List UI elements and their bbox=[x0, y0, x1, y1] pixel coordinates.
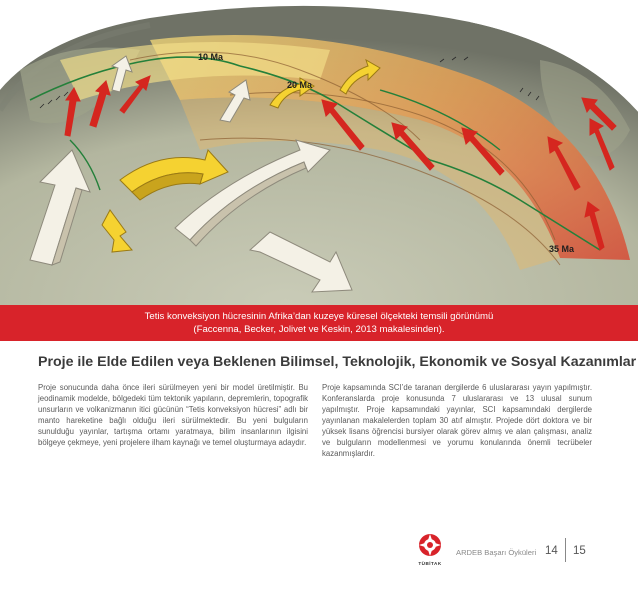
label-35-ma: 35 Ma bbox=[549, 244, 575, 254]
label-10-ma: 10 Ma bbox=[198, 52, 224, 62]
figure-caption bbox=[0, 305, 638, 341]
page-number-left: 14 bbox=[545, 545, 558, 557]
tubitak-logo-text: TÜBİTAK bbox=[418, 561, 442, 566]
page-number-divider bbox=[565, 538, 566, 562]
caption-line-1: Tetis konveksiyon hücresinin Afrika’dan kuzeye küresel ölçekteki temsili görünümü bbox=[144, 311, 494, 322]
section-title: Proje ile Elde Edilen veya Beklenen Bilimsel, Teknolojik, Ekonomik ve Sosyal Kazanımlar bbox=[38, 354, 637, 370]
label-20-ma: 20 Ma bbox=[287, 80, 313, 90]
footer-publication-title: ARDEB Başarı Öyküleri bbox=[456, 548, 537, 557]
body-text-left-column: Proje sonucunda daha önce ileri sürülmeyen yeni bir model üretilmiştir. Bu jeodinamik modelde, bölgedeki tüm tektonik yapıların, depremlerin, topografik unsurların ve volkanizmanın itici gücünün “Tetis konveksiyon hücresi” adlı bir manto hareketine bağlı olduğu ileri sürülmektedir. Bu yeni bulguların sunulduğu yayınlar, tartışma ortamı yaratmaya, bilim insanlarının ilgisini bölgeye çekmeye, yeni projelere ilham kaynağı ve temel oluşturmaya adaydır. bbox=[38, 383, 308, 448]
page-number-right: 15 bbox=[573, 545, 586, 557]
caption-line-2: (Faccenna, Becker, Jolivet ve Keskin, 2013 makalesinden). bbox=[193, 324, 445, 335]
body-text-right-column: Proje kapsamında SCI’de taranan dergilerde 6 uluslararası yayın yapılmıştır. Konferanslarda proje konusunda 7 uluslararası ve 13 ulusal sunum yapılmıştır. Proje kapsamındaki yayınlar, SCI kapsamındaki dergilerde yayınlanan makalelerden toplam 30 atıf almıştır. Projede dört doktora ve bir yüksek lisans öğrencisi bursiyer olarak görev almış ve alan çalışması, analiz ve bulguların modellenmesi ve yorumu konularında önemli tecrübeler kazanmışlardır. bbox=[322, 383, 592, 459]
